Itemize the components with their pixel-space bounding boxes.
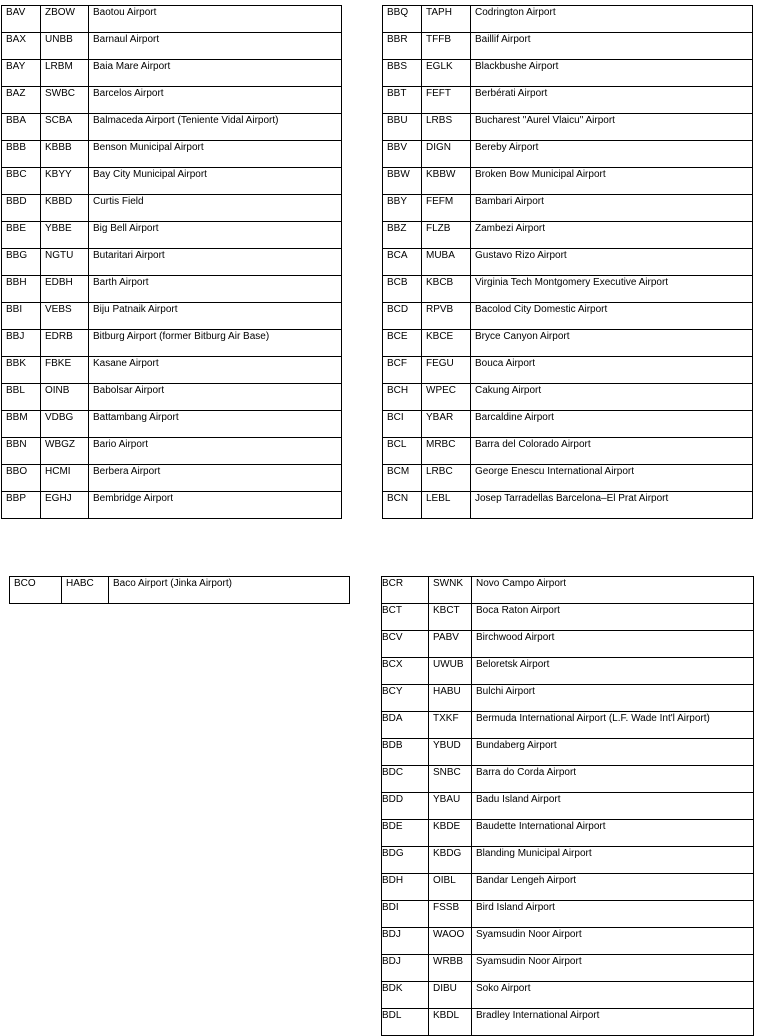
icao-code-cell: SCBA xyxy=(41,114,89,141)
iata-code-cell: BDG xyxy=(382,847,429,874)
table-row xyxy=(383,33,753,60)
icao-code-cell: KBDL xyxy=(429,1009,472,1036)
table-row xyxy=(10,577,350,604)
airport-name-cell: Birchwood Airport xyxy=(472,631,754,658)
airport-name-cell: Bradley International Airport xyxy=(472,1009,754,1036)
iata-code-cell: BCD xyxy=(383,303,422,330)
table-row xyxy=(383,330,753,357)
iata-code-cell: BDA xyxy=(382,712,429,739)
table-row xyxy=(383,249,753,276)
icao-code-cell: TAPH xyxy=(422,6,471,33)
icao-code-cell: KBDG xyxy=(429,847,472,874)
airport-name-cell: Baotou Airport xyxy=(89,6,342,33)
table-body xyxy=(382,577,754,1036)
table-body xyxy=(10,577,350,604)
airport-name-cell: Baia Mare Airport xyxy=(89,60,342,87)
table-row xyxy=(2,60,342,87)
iata-code-cell: BBS xyxy=(383,60,422,87)
airport-name-cell: Bulchi Airport xyxy=(472,685,754,712)
table-row xyxy=(383,141,753,168)
airport-name-cell: Bandar Lengeh Airport xyxy=(472,874,754,901)
iata-code-cell: BCX xyxy=(382,658,429,685)
table-row xyxy=(383,87,753,114)
table-row xyxy=(382,739,754,766)
icao-code-cell: MRBC xyxy=(422,438,471,465)
icao-code-cell: YBUD xyxy=(429,739,472,766)
iata-code-cell: BCA xyxy=(383,249,422,276)
airport-name-cell: Baudette International Airport xyxy=(472,820,754,847)
airport-name-cell: Bay City Municipal Airport xyxy=(89,168,342,195)
iata-code-cell: BBC xyxy=(2,168,41,195)
table-row xyxy=(382,820,754,847)
iata-code-cell: BBA xyxy=(2,114,41,141)
table-body xyxy=(383,6,753,519)
iata-code-cell: BDH xyxy=(382,874,429,901)
iata-code-cell: BBV xyxy=(383,141,422,168)
airport-name-cell: Broken Bow Municipal Airport xyxy=(471,168,753,195)
table-row xyxy=(2,357,342,384)
icao-code-cell: EDRB xyxy=(41,330,89,357)
icao-code-cell: DIBU xyxy=(429,982,472,1009)
table-row xyxy=(382,631,754,658)
airport-name-cell: Bembridge Airport xyxy=(89,492,342,519)
table-row xyxy=(382,847,754,874)
iata-code-cell: BBZ xyxy=(383,222,422,249)
iata-code-cell: BDB xyxy=(382,739,429,766)
icao-code-cell: FEGU xyxy=(422,357,471,384)
iata-code-cell: BDC xyxy=(382,766,429,793)
airport-table-3 xyxy=(9,576,350,604)
table-row xyxy=(383,492,753,519)
iata-code-cell: BBG xyxy=(2,249,41,276)
icao-code-cell: LRBM xyxy=(41,60,89,87)
iata-code-cell: BCH xyxy=(383,384,422,411)
iata-code-cell: BCM xyxy=(383,465,422,492)
icao-code-cell: YBBE xyxy=(41,222,89,249)
icao-code-cell: SNBC xyxy=(429,766,472,793)
table-row xyxy=(2,465,342,492)
iata-code-cell: BCY xyxy=(382,685,429,712)
table-row xyxy=(2,141,342,168)
table-row xyxy=(383,303,753,330)
iata-code-cell: BBM xyxy=(2,411,41,438)
iata-code-cell: BCT xyxy=(382,604,429,631)
airport-name-cell: Blanding Municipal Airport xyxy=(472,847,754,874)
icao-code-cell: NGTU xyxy=(41,249,89,276)
table-row xyxy=(382,604,754,631)
iata-code-cell: BAV xyxy=(2,6,41,33)
iata-code-cell: BBQ xyxy=(383,6,422,33)
airport-name-cell: Big Bell Airport xyxy=(89,222,342,249)
icao-code-cell: KBBD xyxy=(41,195,89,222)
airport-name-cell: Barcelos Airport xyxy=(89,87,342,114)
table-row xyxy=(2,276,342,303)
table-row xyxy=(2,168,342,195)
airport-name-cell: Bundaberg Airport xyxy=(472,739,754,766)
airport-name-cell: Gustavo Rizo Airport xyxy=(471,249,753,276)
icao-code-cell: TXKF xyxy=(429,712,472,739)
table-row xyxy=(383,195,753,222)
table-row xyxy=(2,438,342,465)
icao-code-cell: FLZB xyxy=(422,222,471,249)
airport-name-cell: Bario Airport xyxy=(89,438,342,465)
icao-code-cell: VDBG xyxy=(41,411,89,438)
iata-code-cell: BAX xyxy=(2,33,41,60)
icao-code-cell: KBDE xyxy=(429,820,472,847)
table-row xyxy=(383,438,753,465)
table-row xyxy=(383,6,753,33)
iata-code-cell: BBU xyxy=(383,114,422,141)
airport-name-cell: Berbérati Airport xyxy=(471,87,753,114)
table-row xyxy=(2,222,342,249)
airport-name-cell: Benson Municipal Airport xyxy=(89,141,342,168)
table-row xyxy=(383,60,753,87)
table-row xyxy=(382,766,754,793)
iata-code-cell: BCB xyxy=(383,276,422,303)
airport-name-cell: Virginia Tech Montgomery Executive Airport xyxy=(471,276,753,303)
iata-code-cell: BBB xyxy=(2,141,41,168)
iata-code-cell: BDE xyxy=(382,820,429,847)
iata-code-cell: BDK xyxy=(382,982,429,1009)
icao-code-cell: EDBH xyxy=(41,276,89,303)
icao-code-cell: SWNK xyxy=(429,577,472,604)
table-row xyxy=(382,928,754,955)
icao-code-cell: SWBC xyxy=(41,87,89,114)
table-row xyxy=(2,384,342,411)
table-row xyxy=(382,685,754,712)
icao-code-cell: KBBB xyxy=(41,141,89,168)
iata-code-cell: BCL xyxy=(383,438,422,465)
table-row xyxy=(383,168,753,195)
airport-name-cell: Barcaldine Airport xyxy=(471,411,753,438)
icao-code-cell: FEFT xyxy=(422,87,471,114)
iata-code-cell: BAY xyxy=(2,60,41,87)
table-row xyxy=(383,222,753,249)
airport-name-cell: Beloretsk Airport xyxy=(472,658,754,685)
airport-name-cell: Curtis Field xyxy=(89,195,342,222)
icao-code-cell: HCMI xyxy=(41,465,89,492)
icao-code-cell: LRBS xyxy=(422,114,471,141)
iata-code-cell: BBI xyxy=(2,303,41,330)
airport-name-cell: Babolsar Airport xyxy=(89,384,342,411)
airport-name-cell: Biju Patnaik Airport xyxy=(89,303,342,330)
airport-name-cell: Bryce Canyon Airport xyxy=(471,330,753,357)
table-row xyxy=(382,658,754,685)
icao-code-cell: PABV xyxy=(429,631,472,658)
icao-code-cell: KBCE xyxy=(422,330,471,357)
icao-code-cell: WPEC xyxy=(422,384,471,411)
iata-code-cell: BBK xyxy=(2,357,41,384)
airport-name-cell: Butaritari Airport xyxy=(89,249,342,276)
iata-code-cell: BBJ xyxy=(2,330,41,357)
table-row xyxy=(382,901,754,928)
airport-name-cell: Josep Tarradellas Barcelona–El Prat Airport xyxy=(471,492,753,519)
iata-code-cell: BCR xyxy=(382,577,429,604)
iata-code-cell: BBR xyxy=(383,33,422,60)
iata-code-cell: BDJ xyxy=(382,955,429,982)
table-row xyxy=(2,87,342,114)
iata-code-cell: BDL xyxy=(382,1009,429,1036)
airport-name-cell: Berbera Airport xyxy=(89,465,342,492)
table-row xyxy=(2,195,342,222)
icao-code-cell: YBAR xyxy=(422,411,471,438)
icao-code-cell: EGLK xyxy=(422,60,471,87)
iata-code-cell: BAZ xyxy=(2,87,41,114)
airport-name-cell: Battambang Airport xyxy=(89,411,342,438)
airport-name-cell: Codrington Airport xyxy=(471,6,753,33)
iata-code-cell: BBD xyxy=(2,195,41,222)
airport-name-cell: Bitburg Airport (former Bitburg Air Base) xyxy=(89,330,342,357)
iata-code-cell: BBN xyxy=(2,438,41,465)
icao-code-cell: YBAU xyxy=(429,793,472,820)
iata-code-cell: BCV xyxy=(382,631,429,658)
airport-table-1 xyxy=(1,5,342,519)
table-row xyxy=(382,712,754,739)
airport-name-cell: Bucharest "Aurel Vlaicu" Airport xyxy=(471,114,753,141)
iata-code-cell: BBW xyxy=(383,168,422,195)
airport-name-cell: Bouca Airport xyxy=(471,357,753,384)
airport-table-2 xyxy=(382,5,753,519)
icao-code-cell: WAOO xyxy=(429,928,472,955)
table-row xyxy=(383,276,753,303)
iata-code-cell: BCI xyxy=(383,411,422,438)
icao-code-cell: TFFB xyxy=(422,33,471,60)
airport-name-cell: Barra del Colorado Airport xyxy=(471,438,753,465)
icao-code-cell: WBGZ xyxy=(41,438,89,465)
airport-name-cell: Syamsudin Noor Airport xyxy=(472,955,754,982)
icao-code-cell: DIGN xyxy=(422,141,471,168)
airport-name-cell: Cakung Airport xyxy=(471,384,753,411)
airport-name-cell: Bermuda International Airport (L.F. Wade Int'l Airport) xyxy=(472,712,754,739)
iata-code-cell: BBE xyxy=(2,222,41,249)
table-row xyxy=(383,384,753,411)
airport-name-cell: Badu Island Airport xyxy=(472,793,754,820)
airport-name-cell: Novo Campo Airport xyxy=(472,577,754,604)
table-row xyxy=(2,303,342,330)
iata-code-cell: BCF xyxy=(383,357,422,384)
iata-code-cell: BBP xyxy=(2,492,41,519)
table-row xyxy=(2,33,342,60)
icao-code-cell: OIBL xyxy=(429,874,472,901)
iata-code-cell: BCN xyxy=(383,492,422,519)
airport-name-cell: Baco Airport (Jinka Airport) xyxy=(109,577,350,604)
icao-code-cell: KBCT xyxy=(429,604,472,631)
icao-code-cell: FSSB xyxy=(429,901,472,928)
airport-name-cell: Bambari Airport xyxy=(471,195,753,222)
icao-code-cell: RPVB xyxy=(422,303,471,330)
table-body xyxy=(2,6,342,519)
table-row xyxy=(383,357,753,384)
icao-code-cell: UNBB xyxy=(41,33,89,60)
icao-code-cell: ZBOW xyxy=(41,6,89,33)
icao-code-cell: FEFM xyxy=(422,195,471,222)
airport-name-cell: Bird Island Airport xyxy=(472,901,754,928)
icao-code-cell: KBYY xyxy=(41,168,89,195)
airport-name-cell: Barth Airport xyxy=(89,276,342,303)
icao-code-cell: LRBC xyxy=(422,465,471,492)
icao-code-cell: VEBS xyxy=(41,303,89,330)
icao-code-cell: MUBA xyxy=(422,249,471,276)
table-row xyxy=(382,955,754,982)
airport-name-cell: Soko Airport xyxy=(472,982,754,1009)
airport-name-cell: Bereby Airport xyxy=(471,141,753,168)
iata-code-cell: BCO xyxy=(10,577,62,604)
airport-name-cell: George Enescu International Airport xyxy=(471,465,753,492)
iata-code-cell: BCE xyxy=(383,330,422,357)
iata-code-cell: BBO xyxy=(2,465,41,492)
table-row xyxy=(382,793,754,820)
airport-name-cell: Balmaceda Airport (Teniente Vidal Airport) xyxy=(89,114,342,141)
airport-name-cell: Barnaul Airport xyxy=(89,33,342,60)
table-row xyxy=(383,114,753,141)
airport-name-cell: Zambezi Airport xyxy=(471,222,753,249)
icao-code-cell: FBKE xyxy=(41,357,89,384)
airport-name-cell: Boca Raton Airport xyxy=(472,604,754,631)
airport-name-cell: Bacolod City Domestic Airport xyxy=(471,303,753,330)
table-row xyxy=(383,465,753,492)
table-row xyxy=(383,411,753,438)
icao-code-cell: HABC xyxy=(62,577,109,604)
iata-code-cell: BDD xyxy=(382,793,429,820)
icao-code-cell: UWUB xyxy=(429,658,472,685)
table-row xyxy=(2,492,342,519)
icao-code-cell: KBCB xyxy=(422,276,471,303)
iata-code-cell: BBT xyxy=(383,87,422,114)
table-row xyxy=(382,982,754,1009)
icao-code-cell: OINB xyxy=(41,384,89,411)
table-row xyxy=(2,249,342,276)
table-row xyxy=(2,411,342,438)
iata-code-cell: BBY xyxy=(383,195,422,222)
airport-name-cell: Barra do Corda Airport xyxy=(472,766,754,793)
table-row xyxy=(2,6,342,33)
airport-name-cell: Blackbushe Airport xyxy=(471,60,753,87)
icao-code-cell: HABU xyxy=(429,685,472,712)
table-row xyxy=(382,577,754,604)
icao-code-cell: EGHJ xyxy=(41,492,89,519)
iata-code-cell: BDI xyxy=(382,901,429,928)
table-row xyxy=(382,1009,754,1036)
airport-name-cell: Kasane Airport xyxy=(89,357,342,384)
table-row xyxy=(2,330,342,357)
airport-name-cell: Syamsudin Noor Airport xyxy=(472,928,754,955)
table-row xyxy=(2,114,342,141)
icao-code-cell: LEBL xyxy=(422,492,471,519)
iata-code-cell: BDJ xyxy=(382,928,429,955)
airport-table-4 xyxy=(381,576,754,1036)
table-row xyxy=(382,874,754,901)
icao-code-cell: WRBB xyxy=(429,955,472,982)
icao-code-cell: KBBW xyxy=(422,168,471,195)
airport-name-cell: Baillif Airport xyxy=(471,33,753,60)
iata-code-cell: BBH xyxy=(2,276,41,303)
iata-code-cell: BBL xyxy=(2,384,41,411)
